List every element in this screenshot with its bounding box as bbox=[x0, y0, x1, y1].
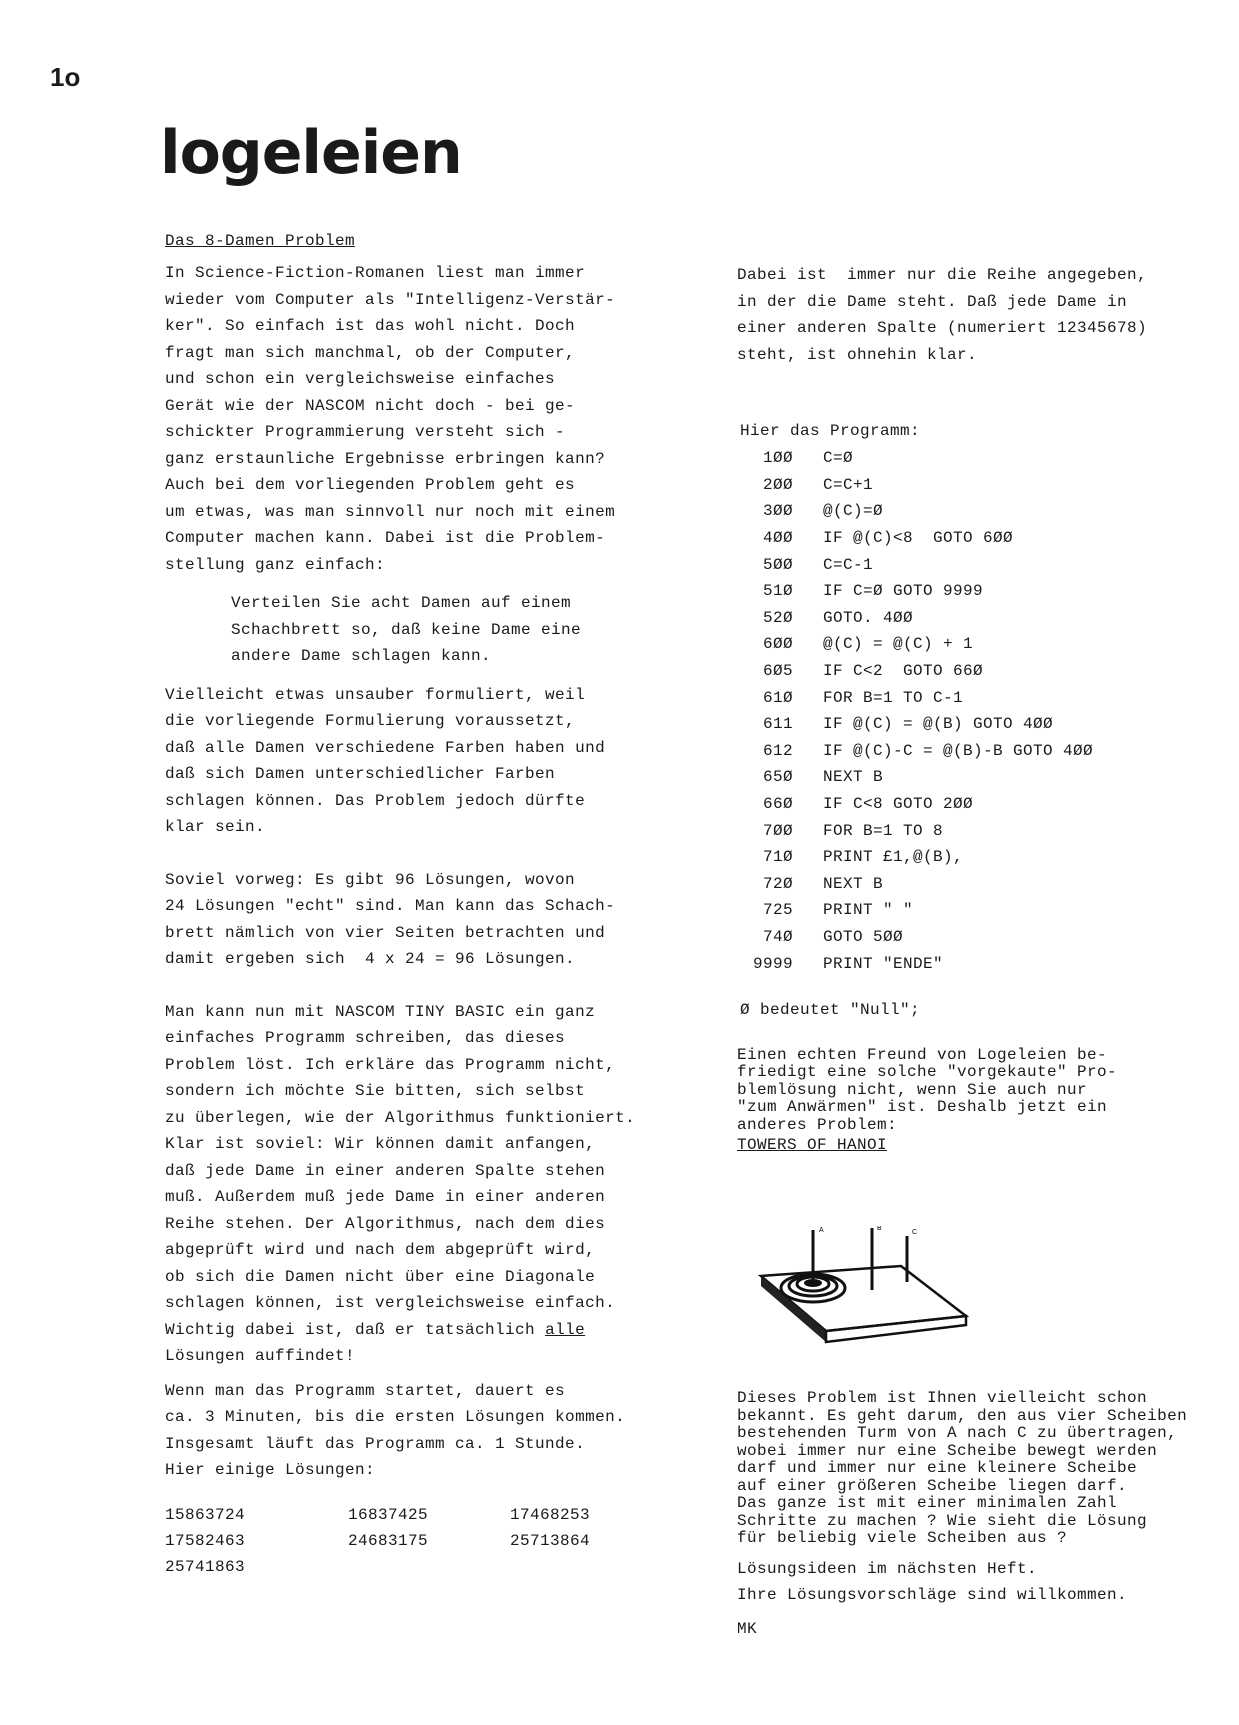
statement: IF @(C) = @(B) GOTO 4ØØ bbox=[823, 715, 1054, 734]
statement: GOTO. 4ØØ bbox=[823, 608, 914, 627]
program-line bbox=[737, 445, 1093, 472]
statement: IF @(C)-C = @(B)-B GOTO 4ØØ bbox=[823, 741, 1094, 760]
article-heading: Das 8-Damen Problem bbox=[165, 232, 356, 250]
line-number: 72Ø bbox=[762, 874, 793, 893]
line-number: 65Ø bbox=[762, 768, 793, 787]
text-line: einer anderen Spalte (numeriert 12345678) bbox=[737, 319, 1148, 337]
text-line: Wenn man das Programm startet, dauert es bbox=[165, 1381, 566, 1400]
text-line: klar sein. bbox=[165, 818, 266, 836]
text-line: brett nämlich von vier Seiten betrachten und bbox=[165, 923, 606, 942]
statement: IF C<2 GOTO 66Ø bbox=[823, 662, 984, 681]
line-number: 612 bbox=[762, 741, 793, 760]
welcome-line: Ihre Lösungsvorschläge sind willkommen. bbox=[737, 1585, 1128, 1604]
statement: GOTO 5ØØ bbox=[823, 927, 904, 946]
text-line: daß sich Damen unterschiedlicher Farben bbox=[165, 765, 556, 783]
text-line: ganz erstaunliche Ergebnisse erbringen kann? bbox=[165, 449, 606, 468]
text-line: ker". So einfach ist das wohl nicht. Doch bbox=[165, 317, 576, 335]
line-number: 61Ø bbox=[762, 688, 793, 707]
program-heading: Hier das Programm: bbox=[740, 422, 921, 440]
text-line: schlagen können, ist vergleichsweise einfach. bbox=[165, 1294, 616, 1312]
line-number: 74Ø bbox=[762, 927, 793, 946]
program-line bbox=[737, 472, 1093, 499]
text-line: Gerät wie der NASCOM nicht doch - bei ge- bbox=[165, 396, 576, 415]
underlined-alle: alle bbox=[545, 1320, 586, 1339]
text-line: Dieses Problem ist Ihnen vielleicht schon bbox=[737, 1389, 1148, 1408]
line-number: 6ØØ bbox=[762, 635, 793, 654]
left-column bbox=[165, 230, 685, 1578]
text-line: Computer machen kann. Dabei ist die Problem- bbox=[165, 529, 606, 547]
line-number: 66Ø bbox=[762, 795, 793, 814]
peg-label-b: B bbox=[877, 1226, 883, 1233]
program-line bbox=[737, 924, 1093, 951]
line-number: 5ØØ bbox=[762, 555, 793, 574]
line-number: 725 bbox=[762, 901, 793, 920]
line-number: 51Ø bbox=[762, 582, 793, 601]
statement: NEXT B bbox=[823, 874, 884, 893]
text-line: Einen echten Freund von Logeleien be- bbox=[737, 1045, 1108, 1064]
program-line bbox=[737, 551, 1093, 578]
statement: IF @(C)<8 GOTO 6ØØ bbox=[823, 529, 1014, 548]
text-line: wobei immer nur eine Scheibe bewegt werden bbox=[737, 1441, 1158, 1460]
statement: NEXT B bbox=[823, 768, 884, 787]
text-line: Verteilen Sie acht Damen auf einem bbox=[231, 594, 572, 612]
solution-item: 15863724 bbox=[165, 1505, 246, 1524]
program-line bbox=[737, 738, 1093, 765]
hanoi-paragraph bbox=[737, 1390, 1227, 1548]
null-note: Ø bedeutet "Null"; bbox=[740, 1000, 921, 1019]
program-line bbox=[737, 578, 1093, 605]
solution-item: 17582463 bbox=[165, 1531, 246, 1550]
text-line: steht, ist ohnehin klar. bbox=[737, 345, 978, 364]
statement: FOR B=1 TO 8 bbox=[823, 821, 944, 840]
text-line: Insgesamt läuft das Programm ca. 1 Stunde. bbox=[165, 1434, 586, 1453]
text-line: Problem löst. Ich erkläre das Programm nicht, bbox=[165, 1055, 616, 1074]
statement: IF C=Ø GOTO 9999 bbox=[823, 582, 984, 601]
solution-item: 16837425 bbox=[348, 1505, 429, 1524]
program-line bbox=[737, 950, 1093, 977]
statement: PRINT "ENDE" bbox=[823, 954, 944, 973]
solution-item: 24683175 bbox=[348, 1531, 429, 1550]
program-line bbox=[737, 684, 1093, 711]
text-line: Hier einige Lösungen: bbox=[165, 1461, 376, 1479]
signature: MK bbox=[737, 1619, 758, 1638]
text-line: bestehenden Turm von A nach C zu übertragen, bbox=[737, 1424, 1178, 1443]
text-line: stellung ganz einfach: bbox=[165, 555, 386, 574]
count-paragraph bbox=[165, 867, 685, 973]
statement: PRINT £1,@(B), bbox=[823, 848, 964, 867]
statement: FOR B=1 TO C-1 bbox=[823, 688, 964, 707]
program-line bbox=[737, 711, 1093, 738]
hanoi-illustration bbox=[751, 1226, 981, 1346]
statement: @(C) = @(C) + 1 bbox=[823, 635, 974, 654]
program-line bbox=[737, 631, 1093, 658]
text-line: bekannt. Es geht darum, den aus vier Scheiben bbox=[737, 1406, 1188, 1425]
line-number: 1ØØ bbox=[762, 449, 793, 468]
text-line: Auch bei dem vorliegenden Problem geht es bbox=[165, 476, 576, 494]
statement: @(C)=Ø bbox=[823, 502, 884, 521]
text-line: ca. 3 Minuten, bis die ersten Lösungen kommen. bbox=[165, 1408, 626, 1426]
text-line: um etwas, was man sinnvoll nur noch mit einem bbox=[165, 502, 616, 521]
line-number: 7ØØ bbox=[762, 821, 793, 840]
remark-paragraph bbox=[165, 682, 685, 841]
text-line: Vielleicht etwas unsauber formuliert, weil bbox=[165, 685, 586, 704]
text-line: Dabei ist immer nur die Reihe angegeben, bbox=[737, 266, 1148, 284]
text-line: abgeprüft wird und nach dem abgeprüft wird, bbox=[165, 1241, 596, 1259]
text-line: für beliebig viele Scheiben aus ? bbox=[737, 1529, 1068, 1548]
text-line: schickter Programmierung versteht sich - bbox=[165, 423, 566, 441]
text-line: "zum Anwärmen" ist. Deshalb jetzt ein bbox=[737, 1098, 1108, 1117]
method-final-line: Lösungen auffindet! bbox=[165, 1347, 356, 1365]
program-line bbox=[737, 525, 1093, 552]
text-line: darf und immer nur eine kleinere Scheibe bbox=[737, 1459, 1138, 1478]
text-line: daß jede Dame in einer anderen Spalte stehen bbox=[165, 1161, 606, 1180]
text-line: 24 Lösungen "echt" sind. Man kann das Schach- bbox=[165, 897, 616, 915]
program-line bbox=[737, 764, 1093, 791]
line-number: 9999 bbox=[752, 954, 793, 973]
method-last-line bbox=[165, 1317, 685, 1344]
runtime-paragraph bbox=[165, 1378, 685, 1484]
text-line: auf einer größeren Scheibe liegen darf. bbox=[737, 1476, 1128, 1495]
method-paragraph bbox=[165, 999, 685, 1370]
text-line: die vorliegende Formulierung voraussetzt, bbox=[165, 712, 576, 730]
text-line: Klar ist soviel: Wir können damit anfangen, bbox=[165, 1135, 596, 1153]
page-number: 1o bbox=[50, 62, 81, 92]
text-line: Schachbrett so, daß keine Dame eine bbox=[231, 620, 582, 639]
method-lines bbox=[165, 999, 685, 1317]
text-line: fragt man sich manchmal, ob der Computer, bbox=[165, 343, 576, 362]
statement: PRINT " " bbox=[823, 901, 914, 920]
line-number: 6Ø5 bbox=[762, 662, 793, 681]
program-line bbox=[737, 498, 1093, 525]
text-line: Soviel vorweg: Es gibt 96 Lösungen, wovon bbox=[165, 870, 576, 889]
hanoi-heading: TOWERS OF HANOI bbox=[737, 1136, 888, 1155]
solution-item: 17468253 bbox=[510, 1505, 591, 1524]
statement: C=Ø bbox=[823, 449, 854, 468]
text-line: In Science-Fiction-Romanen liest man immer bbox=[165, 264, 586, 282]
text-line: andere Dame schlagen kann. bbox=[231, 647, 492, 665]
method-last-prefix: Wichtig dabei ist, daß er tatsächlich bbox=[165, 1320, 546, 1339]
text-line: schlagen können. Das Problem jedoch dürfte bbox=[165, 791, 586, 810]
solutions-list bbox=[165, 1504, 685, 1578]
next-issue-line: Lösungsideen im nächsten Heft. bbox=[737, 1559, 1038, 1578]
text-line: Schritte zu machen ? Wie sieht die Lösung bbox=[737, 1511, 1148, 1530]
text-line: anderes Problem: bbox=[737, 1115, 898, 1134]
solution-item: 25741863 bbox=[165, 1557, 246, 1576]
friend-paragraph bbox=[737, 1047, 1227, 1135]
program-line bbox=[737, 897, 1093, 924]
text-line: damit ergeben sich 4 x 24 = 96 Lösungen. bbox=[165, 950, 576, 968]
text-line: wieder vom Computer als "Intelligenz-Verstär- bbox=[165, 290, 616, 309]
text-line: blemlösung nicht, wenn Sie auch nur bbox=[737, 1080, 1088, 1099]
right-column bbox=[737, 262, 1227, 1640]
problem-quote bbox=[165, 590, 685, 670]
text-line: einfaches Programm schreiben, das dieses bbox=[165, 1029, 566, 1047]
line-number: 52Ø bbox=[762, 608, 793, 627]
statement: C=C+1 bbox=[823, 475, 874, 494]
text-line: Man kann nun mit NASCOM TINY BASIC ein ganz bbox=[165, 1002, 596, 1021]
text-line: sondern ich möchte Sie bitten, sich selbst bbox=[165, 1082, 586, 1100]
statement: C=C-1 bbox=[823, 555, 874, 574]
text-line: muß. Außerdem muß jede Dame in einer anderen bbox=[165, 1188, 606, 1206]
program-listing bbox=[737, 445, 1093, 977]
text-line: Reihe stehen. Der Algorithmus, nach dem dies bbox=[165, 1214, 606, 1233]
peg-label-a: A bbox=[819, 1227, 825, 1235]
program-line bbox=[737, 871, 1093, 898]
program-line bbox=[737, 658, 1093, 685]
line-number: 71Ø bbox=[762, 848, 793, 867]
program-line bbox=[737, 844, 1093, 871]
statement: IF C<8 GOTO 2ØØ bbox=[823, 795, 974, 814]
explain-paragraph bbox=[737, 262, 1227, 368]
text-line: Das ganze ist mit einer minimalen Zahl bbox=[737, 1494, 1118, 1513]
program-line bbox=[737, 605, 1093, 632]
solution-item: 25713864 bbox=[510, 1531, 591, 1550]
line-number: 4ØØ bbox=[762, 529, 793, 548]
towers-of-hanoi-figure bbox=[751, 1226, 981, 1346]
page-title: logeleien bbox=[160, 118, 462, 188]
line-number: 611 bbox=[762, 715, 793, 734]
text-line: zu überlegen, wie der Algorithmus funktioniert. bbox=[165, 1108, 636, 1127]
text-line: ob sich die Damen nicht über eine Diagonale bbox=[165, 1267, 596, 1286]
program-line bbox=[737, 791, 1093, 818]
text-line: und schon ein vergleichsweise einfaches bbox=[165, 370, 556, 388]
program-line bbox=[737, 817, 1093, 844]
peg-label-c: C bbox=[912, 1229, 918, 1237]
intro-paragraph bbox=[165, 260, 685, 578]
text-line: in der die Dame steht. Daß jede Dame in bbox=[737, 292, 1128, 311]
line-number: 3ØØ bbox=[762, 502, 793, 521]
line-number: 2ØØ bbox=[762, 475, 793, 494]
text-line: daß alle Damen verschiedene Farben haben und bbox=[165, 738, 606, 757]
text-line: friedigt eine solche "vorgekaute" Pro- bbox=[737, 1063, 1118, 1082]
